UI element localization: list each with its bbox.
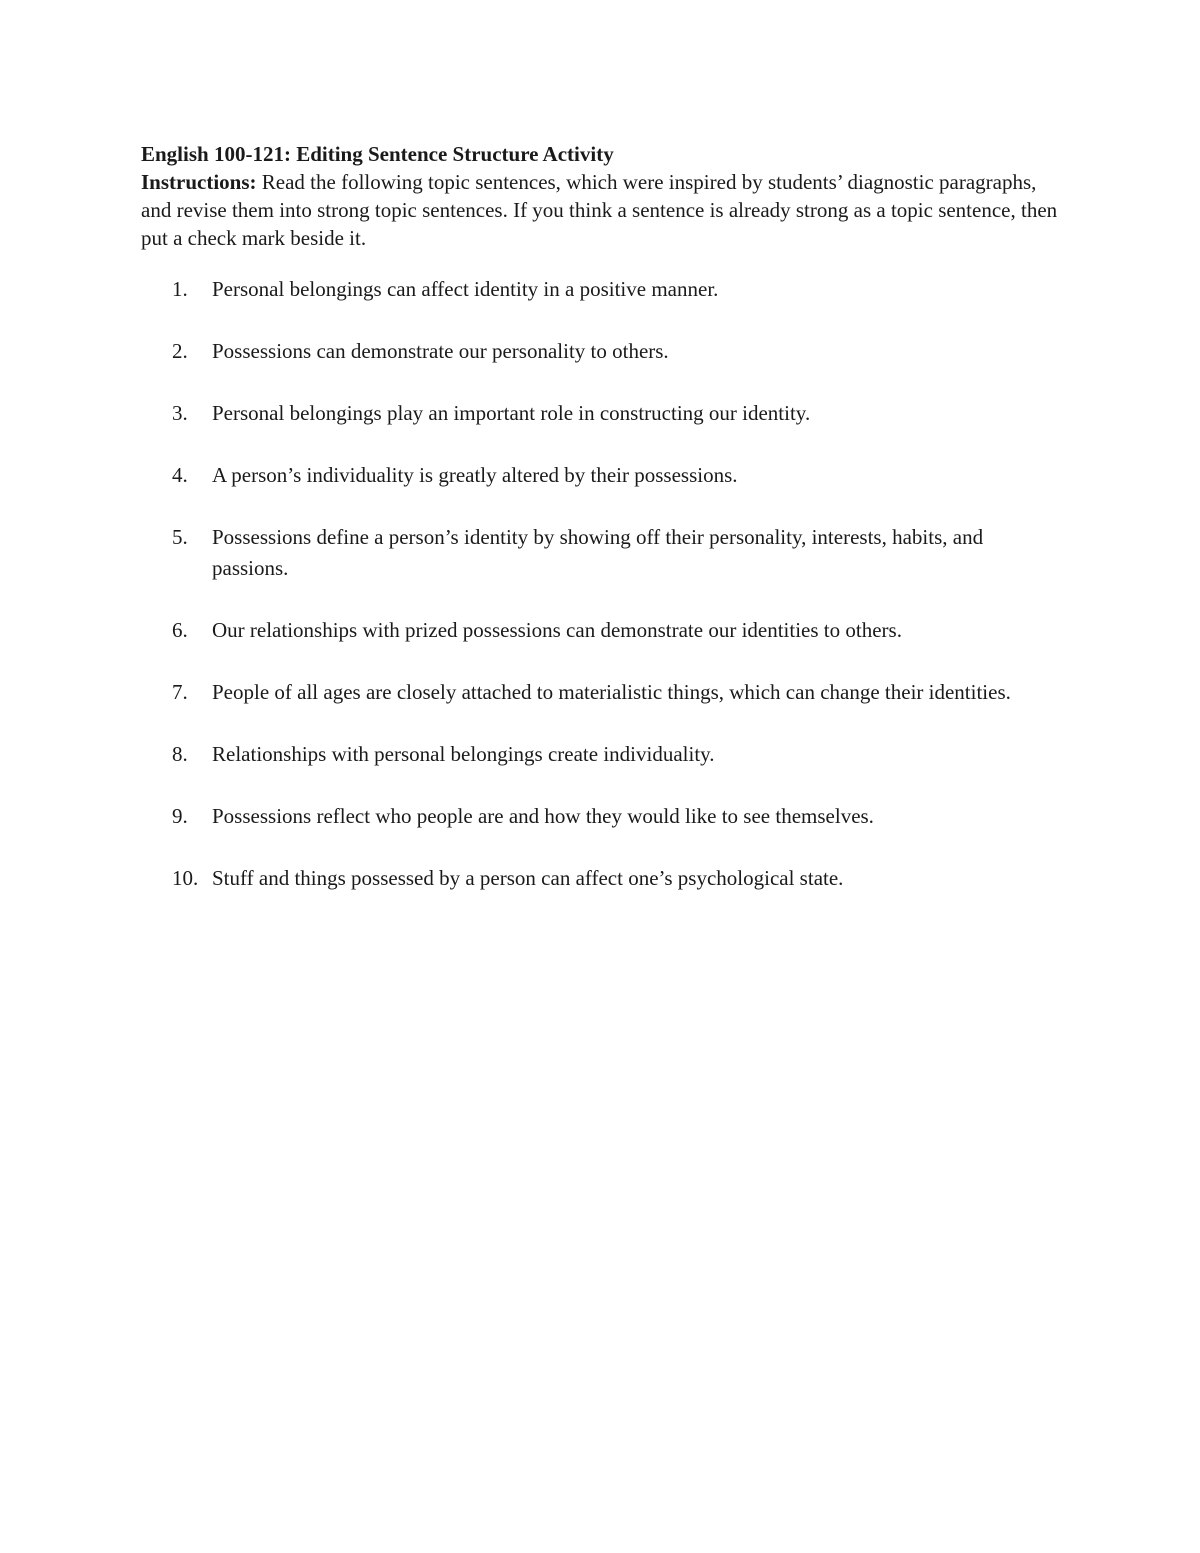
sentence-list bbox=[141, 274, 1061, 894]
item-number: 9. bbox=[172, 804, 188, 828]
item-text: Possessions define a person’s identity by showing off their personality, interests, habits, and passions. bbox=[212, 525, 984, 580]
item-number: 3. bbox=[172, 401, 188, 425]
item-text: Stuff and things possessed by a person can affect one’s psychological state. bbox=[212, 866, 844, 890]
item-text: Personal belongings can affect identity in a positive manner. bbox=[212, 277, 719, 301]
document-title: English 100-121: Editing Sentence Structure Activity bbox=[141, 142, 614, 166]
document-page bbox=[141, 140, 1061, 925]
list-item bbox=[141, 863, 1061, 894]
list-item bbox=[141, 801, 1061, 832]
item-number: 2. bbox=[172, 339, 188, 363]
item-number: 7. bbox=[172, 680, 188, 704]
list-item bbox=[141, 274, 1061, 305]
item-number: 6. bbox=[172, 618, 188, 642]
list-item bbox=[141, 739, 1061, 770]
item-number: 4. bbox=[172, 463, 188, 487]
list-item bbox=[141, 615, 1061, 646]
item-number: 8. bbox=[172, 742, 188, 766]
item-text: People of all ages are closely attached to materialistic things, which can change their identities. bbox=[212, 680, 1011, 704]
instructions-label: Instructions: bbox=[141, 170, 257, 194]
list-item bbox=[141, 336, 1061, 367]
item-text: Personal belongings play an important role in constructing our identity. bbox=[212, 401, 811, 425]
item-text: Our relationships with prized possessions can demonstrate our identities to others. bbox=[212, 618, 902, 642]
item-text: Possessions can demonstrate our personality to others. bbox=[212, 339, 669, 363]
list-item bbox=[141, 522, 1061, 584]
item-number: 5. bbox=[172, 525, 188, 549]
list-item bbox=[141, 460, 1061, 491]
list-item bbox=[141, 398, 1061, 429]
instructions-paragraph bbox=[141, 168, 1061, 252]
item-number: 10. bbox=[172, 866, 199, 890]
item-number: 1. bbox=[172, 277, 188, 301]
list-item bbox=[141, 677, 1061, 708]
item-text: Relationships with personal belongings create individuality. bbox=[212, 742, 715, 766]
instructions-text: Read the following topic sentences, which were inspired by students’ diagnostic paragraphs, and revise them into strong topic sentences. If you think a sentence is already strong as a topic sentence, then put a check mark beside it. bbox=[141, 170, 1058, 250]
item-text: A person’s individuality is greatly altered by their possessions. bbox=[212, 463, 738, 487]
item-text: Possessions reflect who people are and how they would like to see themselves. bbox=[212, 804, 874, 828]
